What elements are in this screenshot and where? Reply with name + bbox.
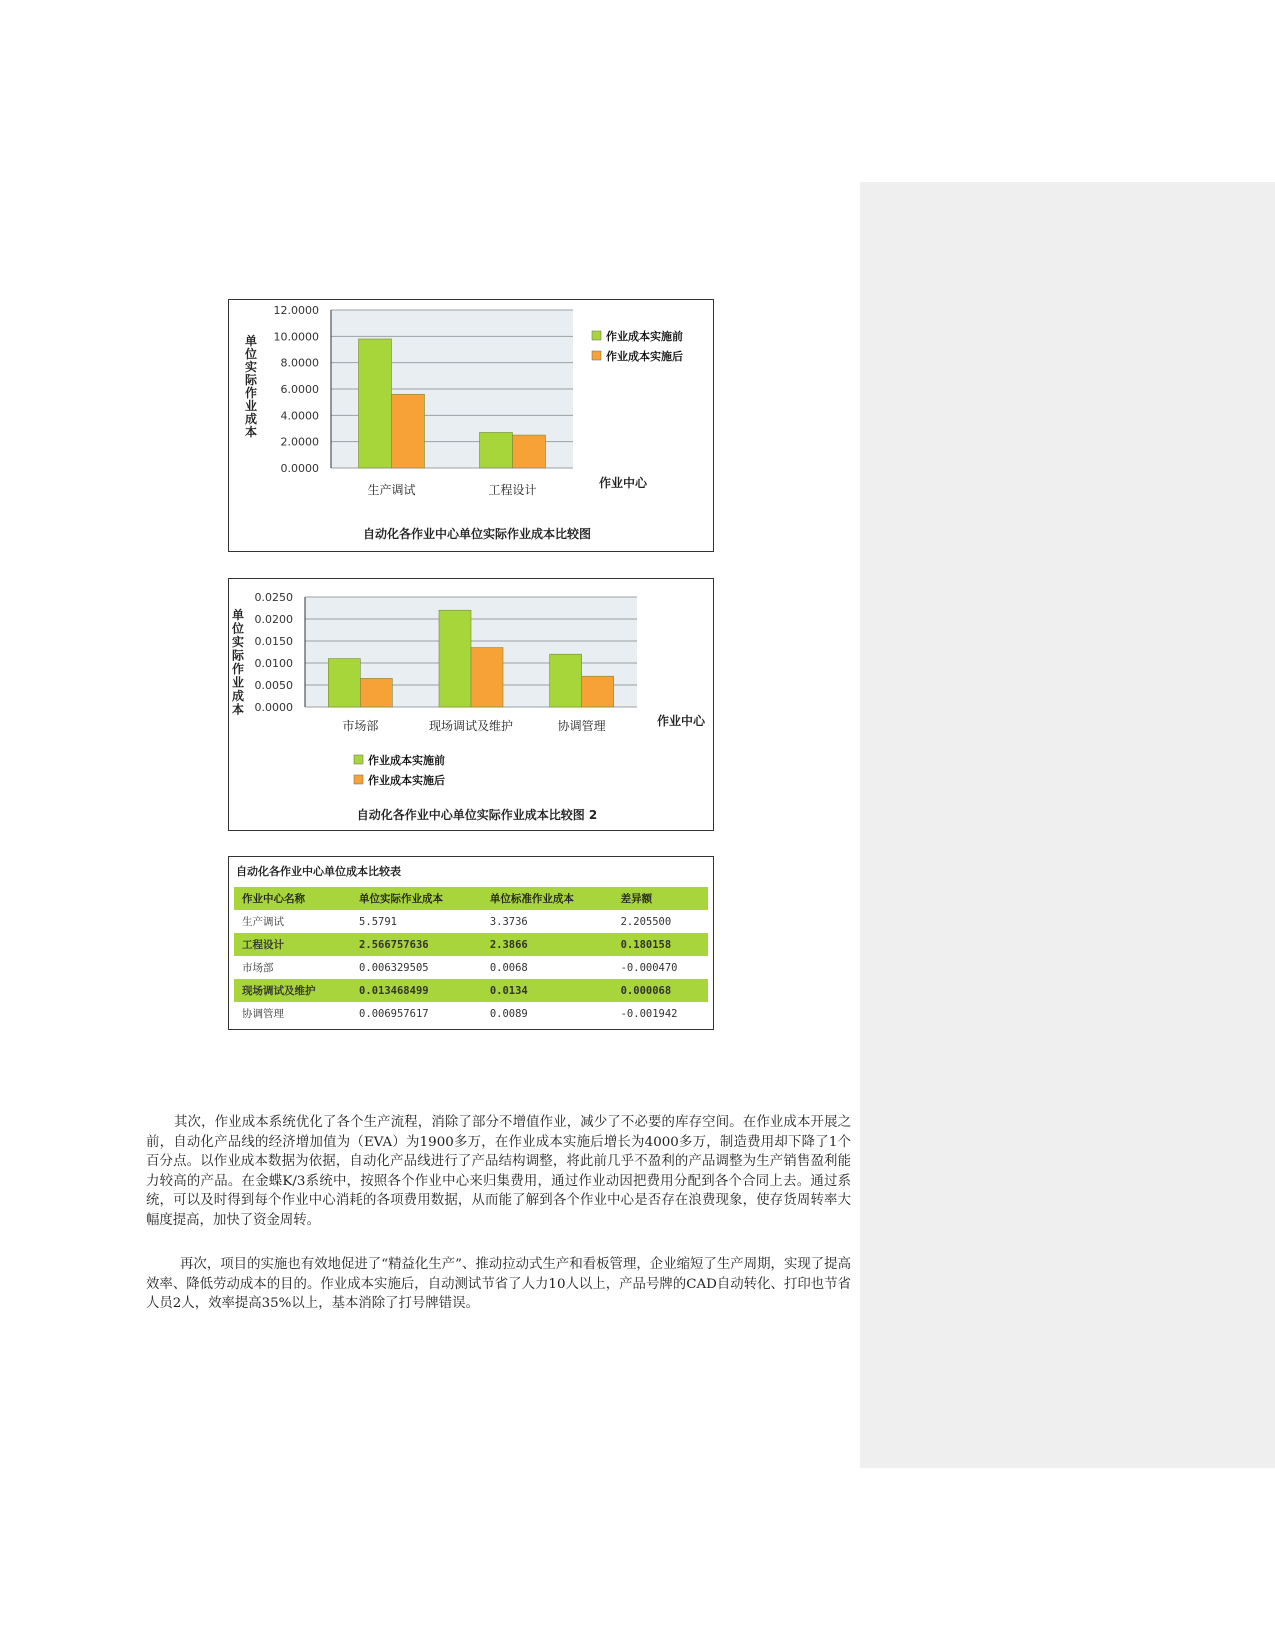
table-cell: 现场调试及维护	[234, 979, 351, 1002]
y-tick-label: 0.0050	[254, 679, 293, 692]
y-axis-label-char: 成	[231, 689, 245, 703]
y-axis-label-char: 单	[244, 334, 258, 348]
bar-chart-2	[229, 579, 713, 830]
column-header: 单位实际作业成本	[351, 887, 482, 910]
body-paragraph-2: 再次，项目的实施也有效地促进了“精益化生产”、推动拉动式生产和看板管理，企业缩短了生产周期，实现了提高效率、降低劳动成本的目的。作业成本实施后，自动测试节省了人力10人以上，产品号牌的CAD自动转化、打印也节省人员2人，效率提高35%以上，基本消除了打号牌错误。	[146, 1257, 851, 1311]
x-axis-label: 作业中心	[598, 476, 648, 490]
chart-figure-1	[228, 299, 714, 552]
table-cell: 0.013468499	[351, 979, 482, 1002]
table-cell: 0.000068	[613, 979, 708, 1002]
y-axis-label-char: 位	[244, 347, 258, 361]
x-category-label: 市场部	[342, 719, 379, 733]
y-axis-label-char: 作	[231, 662, 245, 676]
table-cell: 2.566757636	[351, 933, 482, 956]
chart-caption: 自动化各作业中心单位实际作业成本比较图	[362, 527, 592, 541]
table-title: 自动化各作业中心单位成本比较表	[236, 865, 401, 878]
y-tick-label: 0.0000	[280, 462, 319, 475]
bar-chart-1	[229, 300, 713, 551]
x-category-label: 协调管理	[557, 719, 606, 733]
table-cell: 工程设计	[234, 933, 351, 956]
comment-pane	[860, 182, 1275, 1468]
bar-before	[550, 654, 582, 707]
table-row	[234, 979, 708, 1002]
x-category-label: 工程设计	[488, 483, 537, 497]
bar-after	[582, 676, 614, 707]
legend-swatch	[592, 351, 601, 360]
y-axis-label-char: 际	[244, 373, 258, 387]
bar-after	[513, 435, 546, 468]
y-axis-label-char: 本	[244, 425, 258, 439]
table-cell: 生产调试	[242, 916, 284, 928]
legend-label: 作业成本实施后	[606, 350, 683, 363]
y-axis-label-char: 实	[244, 360, 258, 374]
bar-before	[480, 432, 513, 468]
table-cell: 3.3736	[489, 915, 528, 928]
legend-label: 作业成本实施前	[368, 754, 445, 767]
y-tick-label: 2.0000	[280, 435, 319, 449]
y-tick-label: 0.0150	[254, 635, 293, 648]
legend-swatch	[354, 775, 363, 784]
table-header-row	[234, 887, 708, 910]
column-header: 差异额	[613, 887, 708, 910]
cost-comparison-table	[234, 887, 708, 1025]
table-cell: 0.006957617	[359, 1007, 429, 1020]
table-cell: 0.180158	[613, 933, 708, 956]
y-tick-label: 0.0200	[254, 613, 293, 626]
chart-figure-2	[228, 578, 714, 831]
y-axis-label-char: 实	[231, 635, 245, 649]
table-cell: 2.205500	[620, 915, 672, 928]
y-axis-label-char: 作	[244, 386, 258, 400]
cost-comparison-table-figure	[228, 856, 714, 1030]
bar-after	[471, 648, 503, 707]
y-axis-label-char: 位	[231, 621, 245, 636]
table-cell: 市场部	[242, 962, 274, 974]
column-header: 作业中心名称	[234, 887, 351, 910]
bar-before	[359, 339, 392, 468]
y-tick-label: 4.0000	[280, 409, 319, 423]
table-cell: -0.001942	[620, 1007, 678, 1020]
chart-caption: 自动化各作业中心单位实际作业成本比较图 2	[356, 808, 598, 822]
table-row	[234, 1002, 708, 1025]
y-axis-label-char: 业	[231, 675, 245, 690]
x-axis-label: 作业中心	[656, 714, 706, 728]
table-cell: 5.5791	[359, 915, 397, 928]
y-axis-label-char: 业	[244, 399, 258, 413]
y-tick-label: 8.0000	[280, 356, 319, 370]
y-tick-label: 0.0250	[254, 591, 293, 604]
legend-label: 作业成本实施后	[368, 774, 445, 787]
y-tick-label: 10.0000	[273, 330, 319, 344]
x-category-label: 现场调试及维护	[428, 719, 514, 733]
table-row	[234, 910, 708, 933]
legend-swatch	[592, 331, 601, 340]
bar-before	[439, 610, 471, 707]
y-tick-label: 6.0000	[280, 383, 319, 396]
table-cell: 0.0089	[489, 1007, 528, 1020]
table-cell: 2.3866	[482, 933, 613, 956]
table-row	[234, 956, 708, 979]
legend-swatch	[354, 755, 363, 764]
y-tick-label: 0.0000	[254, 701, 293, 714]
y-tick-label: 0.0100	[254, 657, 293, 670]
bar-before	[328, 659, 360, 707]
table-cell: 协调管理	[242, 1008, 284, 1020]
x-category-label: 生产调试	[367, 483, 416, 497]
table-row	[234, 933, 708, 956]
legend-label: 作业成本实施前	[606, 330, 683, 343]
table-cell: 0.0068	[489, 961, 528, 974]
y-axis-label-char: 单	[231, 608, 245, 622]
table-cell: 0.0134	[482, 979, 613, 1002]
table-cell: 0.006329505	[359, 961, 429, 974]
body-paragraph-1: 其次，作业成本系统优化了各个生产流程，消除了部分不增值作业，减少了不必要的库存空间。在作业成本开展之前，自动化产品线的经济增加值为（EVA）为1900多万，在作业成本实施后增长为4000多万，制造费用却下降了1个百分点。以作业成本数据为依据，自动化产品线进行了产品结构调整，将此前几乎不盈利的产品调整为生产销售盈利能力较高的产品。在金蝶K/3系统中，按照各个作业中心来归集费用，通过作业动因把费用分配到各个合同上去。通过系统，可以及时得到每个作业中心消耗的各项费用数据，从而能了解到各个作业中心是否存在浪费现象，使存货周转率大幅度提高，加快了资金周转。	[146, 1115, 851, 1228]
bar-after	[392, 394, 425, 468]
table-cell: -0.000470	[620, 961, 678, 974]
y-axis-label-char: 本	[231, 702, 245, 717]
column-header: 单位标准作业成本	[482, 887, 613, 910]
y-axis-label-char: 成	[244, 412, 258, 426]
y-tick-label: 12.0000	[273, 304, 319, 317]
y-axis-label-char: 际	[231, 648, 245, 663]
bar-after	[360, 678, 392, 707]
